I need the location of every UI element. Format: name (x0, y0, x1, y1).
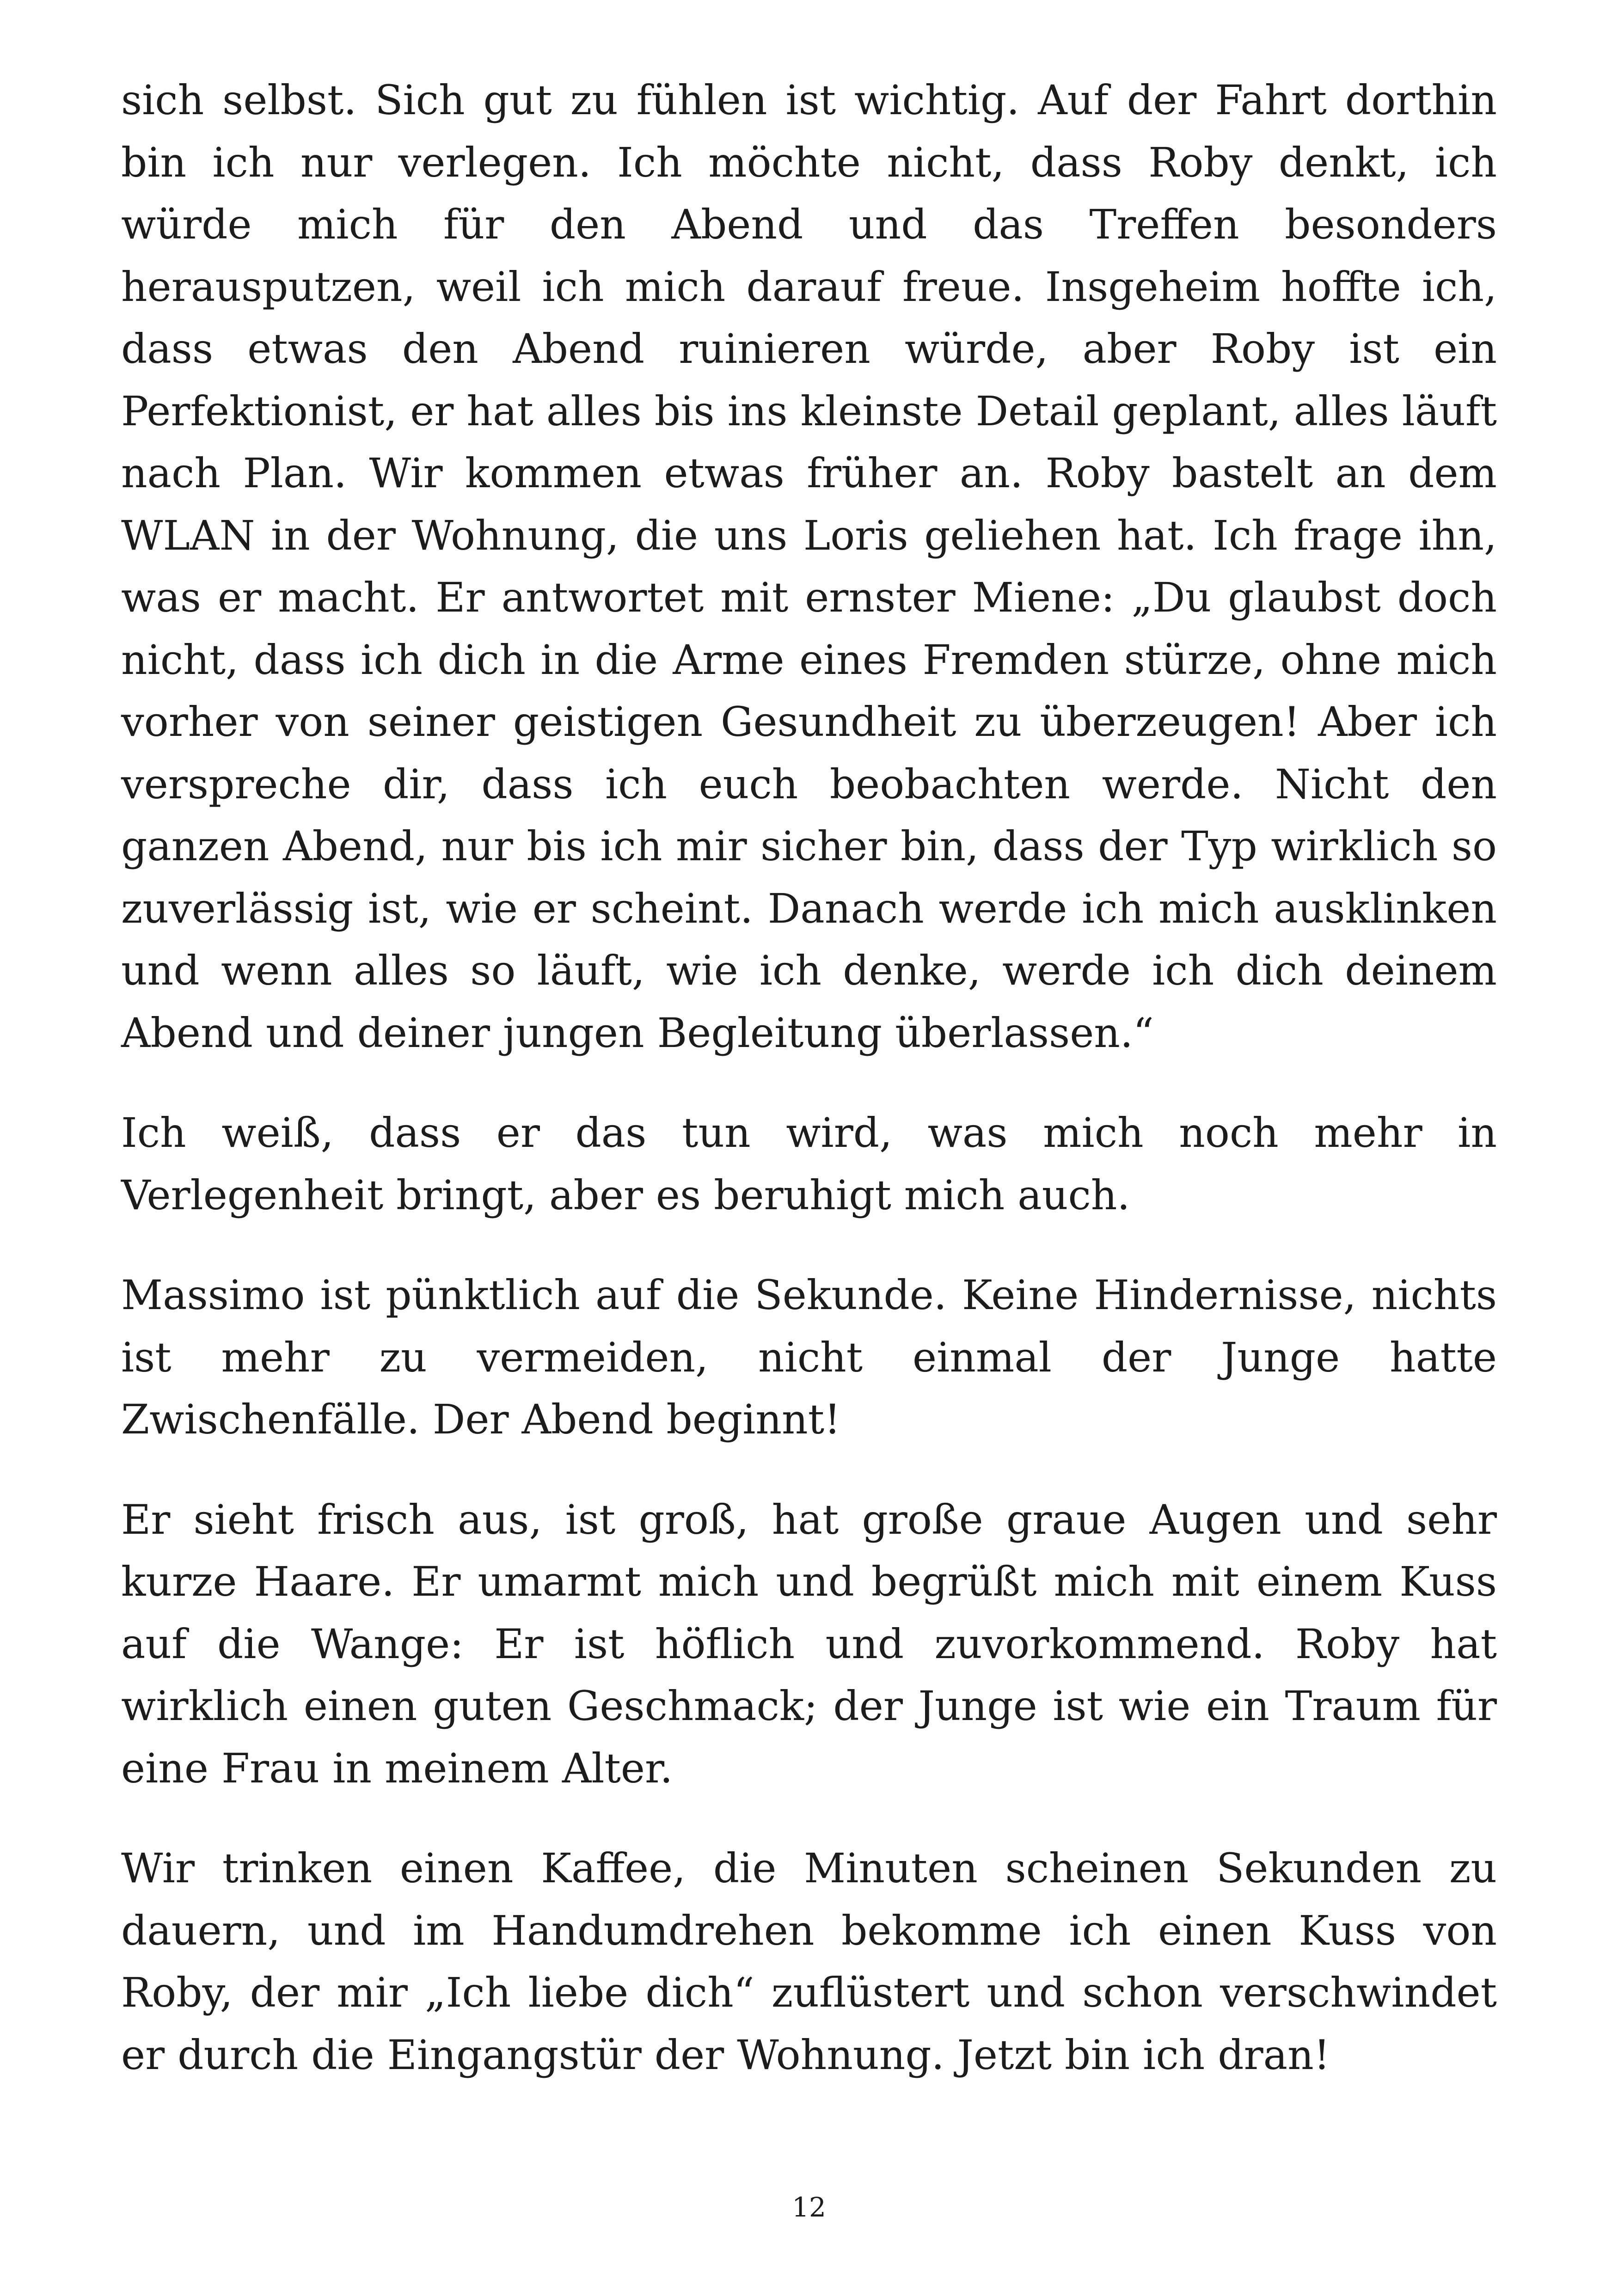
page-body (121, 69, 1497, 2124)
paragraph-5: Wir trinken einen Kaffee, die Minuten scheinen Sekunden zu dauern, und im Handumdrehen bekomme ich einen Kuss von Roby, der mir „Ich liebe dich“ zuflüstert und schon verschwindet er durch die Eingangstür der Wohnung. Jetzt bin ich dran! (121, 1844, 1497, 2079)
page-number: 12 (792, 2192, 826, 2223)
paragraph-3: Massimo ist pünktlich auf die Sekunde. Keine Hindernisse, nichts ist mehr zu vermeiden, nicht einmal der Junge hatte Zwischenfälle. Der Abend beginnt! (121, 1271, 1497, 1443)
paragraph-2: Ich weiß, dass er das tun wird, was mich noch mehr in Verlegenheit bringt, aber es beruhigt mich auch. (121, 1109, 1497, 1219)
paragraph-1: sich selbst. Sich gut zu fühlen ist wichtig. Auf der Fahrt dorthin bin ich nur verlegen. Ich möchte nicht, dass Roby denkt, ich würde mich für den Abend und das Treffen besonders herausputzen, weil ich mich darauf freue. Insgeheim hoffte ich, dass etwas den Abend ruinieren würde, aber Roby ist ein Perfektionist, er hat alles bis ins kleinste Detail geplant, alles läuft nach Plan. Wir kommen etwas früher an. Roby bastelt an dem WLAN in der Wohnung, die uns Loris geliehen hat. Ich frage ihn, was er macht. Er antwortet mit ernster Miene: „Du glaubst doch nicht, dass ich dich in die Arme eines Fremden stürze, ohne mich vorher von seiner geistigen Gesundheit zu überzeugen! Aber ich verspreche dir, dass ich euch beobachten werde. Nicht den ganzen Abend, nur bis ich mir sicher bin, dass der Typ wirklich so zuverlässig ist, wie er scheint. Danach werde ich mich ausklinken und wenn alles so läuft, wie ich denke, werde ich dich deinem Abend und deiner jungen Begleitung überlassen.“ (121, 76, 1497, 1057)
paragraph-4: Er sieht frisch aus, ist groß, hat große graue Augen und sehr kurze Haare. Er umarmt mich und begrüßt mich mit einem Kuss auf die Wange: Er ist höflich und zuvorkommend. Roby hat wirklich einen guten Geschmack; der Junge ist wie ein Traum für eine Frau in meinem Alter. (121, 1495, 1497, 1792)
